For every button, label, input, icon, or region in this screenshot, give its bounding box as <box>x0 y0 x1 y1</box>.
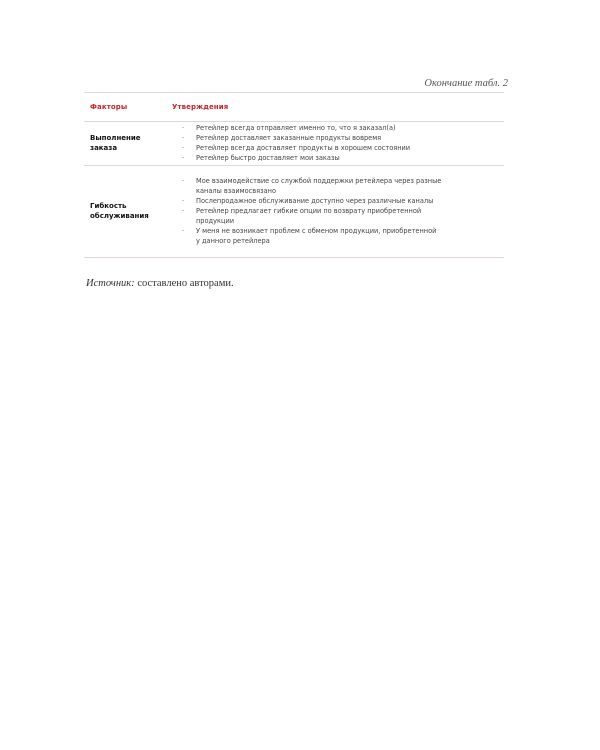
factor-name-line: заказа <box>90 143 118 152</box>
statement-text-continued: продукции <box>196 216 235 225</box>
bullet-icon: · <box>182 206 185 215</box>
header-factors: Факторы <box>90 103 128 111</box>
statement-text: Ретейлер предлагает гибкие опции по возврату приобретенной <box>196 206 422 215</box>
source-label: Источник: <box>86 278 135 289</box>
factor-name-line: обслуживания <box>90 211 149 220</box>
bullet-icon: · <box>182 153 185 162</box>
statement-text: Ретейлер всегда отправляет именно то, что я заказал(а) <box>196 123 396 132</box>
table-header <box>84 93 504 122</box>
statement-list <box>172 123 504 163</box>
statement-text-continued: каналы взаимосвязано <box>196 186 276 195</box>
statement-text: У меня не возникает проблем с обменом продукции, приобретенной <box>196 226 437 235</box>
statement-text: Послепродажное обслуживание доступно через различные каналы <box>196 196 434 205</box>
statement-text: Мое взаимодействие со службой поддержки ретейлера через разные <box>196 176 442 185</box>
statement-text: Ретейлер быстро доставляет мои заказы <box>196 153 340 162</box>
header-statements: Утверждения <box>172 103 229 111</box>
statement-text: Ретейлер всегда доставляет продукты в хорошем состоянии <box>196 143 411 152</box>
statement-text-continued: у данного ретейлера <box>196 236 270 245</box>
factors-table <box>84 92 504 258</box>
statement-list <box>172 176 504 246</box>
statement-item <box>182 176 504 196</box>
bullet-icon: · <box>182 143 185 152</box>
statement-item <box>182 123 504 133</box>
source-text: составлено авторами. <box>134 278 234 289</box>
table-row <box>84 166 504 258</box>
bullet-icon: · <box>182 176 185 185</box>
factor-name-line: Гибкость <box>90 201 127 210</box>
statement-item <box>182 143 504 153</box>
source-note <box>86 278 234 289</box>
bullet-icon: · <box>182 133 185 142</box>
bullet-icon: · <box>182 123 185 132</box>
statements-cell <box>172 176 504 246</box>
statement-item <box>182 133 504 143</box>
statement-item <box>182 226 504 246</box>
factor-cell <box>84 133 172 153</box>
statement-item <box>182 206 504 226</box>
bullet-icon: · <box>182 196 185 205</box>
statement-text: Ретейлер доставляет заказанные продукты вовремя <box>196 133 382 142</box>
statement-item <box>182 196 504 206</box>
table-row <box>84 122 504 166</box>
factor-cell <box>84 201 172 221</box>
table-continuation-caption: Окончание табл. 2 <box>424 78 508 89</box>
statements-cell <box>172 123 504 163</box>
statement-item <box>182 153 504 163</box>
bullet-icon: · <box>182 226 185 235</box>
factor-name-line: Выполнение <box>90 133 141 142</box>
